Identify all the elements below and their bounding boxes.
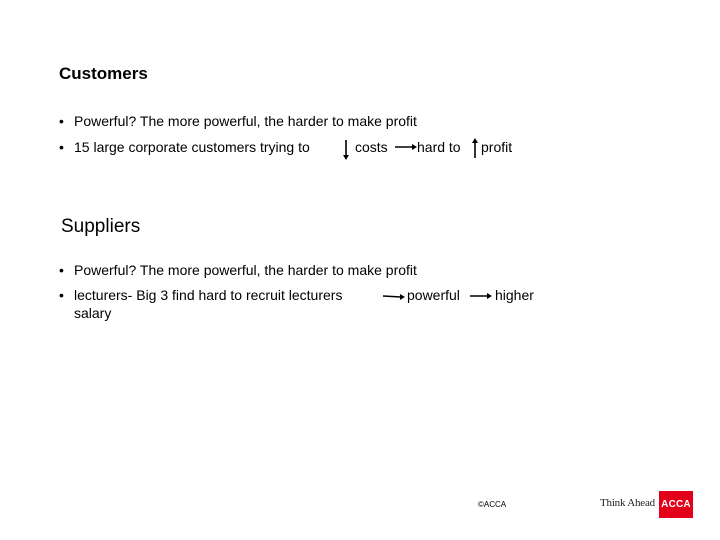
acca-logo: ACCA [659, 491, 693, 518]
suppliers-bullet-1-text: Powerful? The more powerful, the harder to make profit [74, 262, 417, 278]
suppliers-bullet-2 [59, 286, 389, 304]
suppliers-heading: Suppliers [61, 216, 141, 237]
customers-bullet-1-text: Powerful? The more powerful, the harder to make profit [74, 113, 417, 129]
suppliers-bullet-2-text: lecturers- Big 3 find hard to recruit lecturers [74, 287, 343, 303]
down-arrow-icon [343, 139, 351, 161]
bullet-marker: • [59, 139, 64, 155]
customers-heading: Customers [59, 64, 148, 83]
customers-bullet-2-text: 15 large corporate customers trying to [74, 139, 310, 155]
suppliers-word-higher: higher [495, 287, 534, 303]
bullet-marker: • [59, 262, 64, 278]
customers-word-profit: profit [481, 139, 513, 155]
customers-word-costs: costs [355, 139, 388, 155]
think-ahead-tagline: Think Ahead [600, 497, 655, 509]
copyright-notice: ©ACCA [478, 500, 507, 509]
suppliers-bullet-2-continuation: salary [74, 305, 112, 321]
suppliers-word-powerful: powerful [407, 287, 460, 303]
right-arrow-icon [395, 143, 419, 151]
bullet-marker: • [59, 287, 64, 303]
suppliers-bullet-1 [59, 261, 519, 279]
up-arrow-icon [472, 137, 480, 159]
right-arrow-icon [383, 291, 407, 301]
bullet-marker: • [59, 113, 64, 129]
right-arrow-icon [470, 292, 494, 300]
customers-word-hard-to: hard to [417, 139, 461, 155]
customers-bullet-1 [59, 112, 519, 130]
